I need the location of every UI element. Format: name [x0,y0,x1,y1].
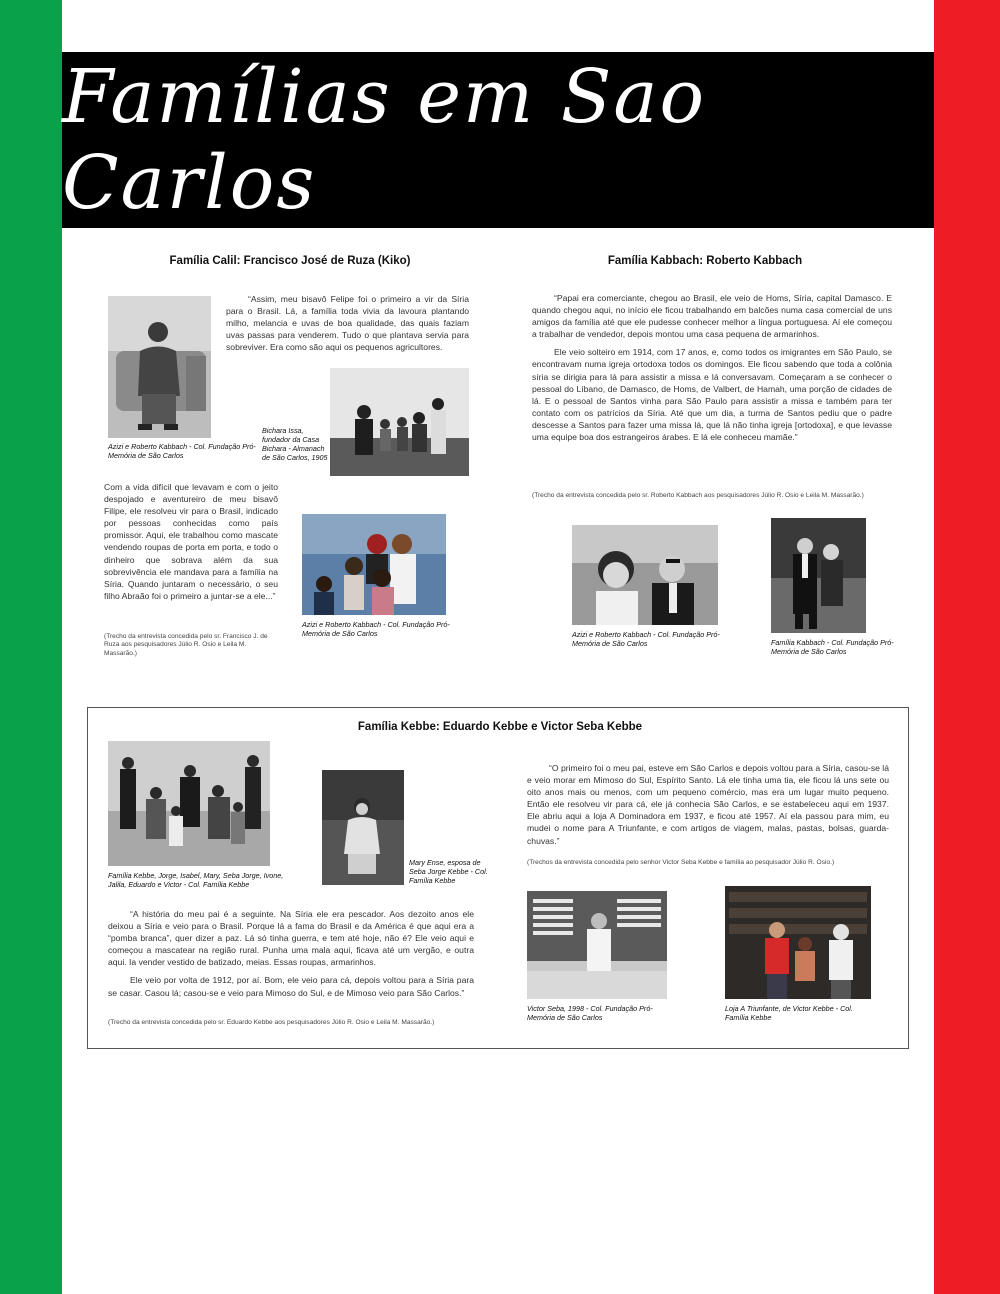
photo-seated-woman [108,296,211,438]
calil-text-1: “Assim, meu bisavô Felipe foi o primeiro a vir da Síria para o Brasil. Lá, a família toda vivia da lavoura plantando milho, melancia e uvas de boa qualidade, das quais faziam uvas passas para venderem. Tudo o que plantava servia para sobreviver. Era como são aqui os pequenos agricultores. [226,294,469,353]
kabbach-caption-1: Azizi e Roberto Kabbach - Col. Fundação Pró-Memória de São Carlos [572,630,720,648]
kebbe-left-text: “A história do meu pai é a seguinte. Na Síria ele era pescador. Aos dezoito anos ele deixou a Síria e veio para o Brasil. Porque lá a fama do Brasil e da América é que aqui era a “pomba branca”, quer dizer a paz. Lá só tinha guerra, e tem até hoje, não é? Ele veio aqui e começou a mascatear na região rural. Punha uma mala aqui, ficava até um vergão, e outra aqui. Ia vender vestido de batizado, meias. Essas roupas, armarinhos. Ele veio por volta de 1912, por aí. Bom, ele veio para cá, depois voltou para a Síria para se casar. Casou lá; casou-se e veio para Mimoso do Sul, e de Mimoso veio para São Carlos.” [108,909,474,998]
left-green-stripe [0,0,62,1294]
kebbe-right-text: “O primeiro foi o meu pai, esteve em São Carlos e depois voltou para a Síria, casou-se lá e veio morar em Mimoso do Sul, Espírito Santo. Lá ele tinha uma tia, ele ficou lá uns sete ou oito anos mais ou menos, com um pequeno comércio, mas era um lugar muito pequeno. Então ele resolveu vir para cá, ele já conhecia São Carlos, e se estabeleceu aqui em 1937. Ele abriu aqui a loja A Dominadora em 1937, e ficou até 1957. Aí ela passou para mim, eu mudei o nome para A Triunfante, e com artigos de viagem, malas, pastas, bolsas, guarda-chuvas.” [527,763,889,846]
kebbe-right-note: (Trechos da entrevista concedida pelo senhor Victor Seba Kebbe e família ao pesquisador Júlio R. Osio.) [527,859,835,866]
photo-a-triunfante [725,886,871,999]
calil-heading: Família Calil: Francisco José de Ruza (Kiko) [169,255,411,267]
page-title: Famílias em Sao Carlos [62,54,707,226]
kabbach-caption-2: Família Kabbach - Col. Fundação Pró-Memória de São Carlos [771,638,894,656]
photo-bichara-family [330,368,469,476]
photo-victor-seba [527,891,667,999]
kebbe-caption-3: Victor Seba, 1998 - Col. Fundação Pró-Memória de São Carlos [527,1004,653,1022]
kebbe-caption-1: Família Kebbe, Jorge, Isabel, Mary, Seba Jorge, Ivone, Jalila, Eduardo e Victor - Col. Família Kebbe [108,871,284,889]
photo-mary-ense [322,770,404,885]
right-red-stripe [934,0,1000,1294]
kebbe-caption-4: Loja A Triunfante, de Victor Kebbe - Col. Família Kebbe [725,1004,853,1022]
photo-color-group [302,514,446,615]
kebbe-heading: Família Kebbe: Eduardo Kebbe e Victor Seba Kebbe [357,721,643,733]
calil-caption-3: Azizi e Roberto Kabbach - Col. Fundação Pró-Memória de São Carlos [302,620,450,638]
title-banner [62,52,934,228]
calil-note: (Trecho da entrevista concedida pelo sr. Francisco J. de Ruza aos pesquisadores Júlio R. Osio e Leila M. Massarão.) [104,633,268,657]
calil-text-2: Com a vida difícil que levavam e com o jeito despojado e aventureiro de meu bisavô Filipe, ele resolveu vir para o Brasil, indicado por pessoas conhecidas como país promissor. Aqui, ele trabalhou como mascate vendendo roupas de porta em porta, e todo o dinheiro que sobrava além da sua sobrevivência ele mandava para a família na Síria. Quando juntaram o necessário, o seu filho Abraão foi o primeiro a juntar-se a ele...” [104,482,278,601]
kabbach-text: “Papai era comerciante, chegou ao Brasil, ele veio de Homs, Síria, capital Damasco. E quando chegou aqui, no início ele ficou trabalhando em balcões numa casa comercial de uns amigos da família até que ele pudesse conhecer melhor a língua portuguesa. Aí ele começou a trabalhar de vendedor, depois montou uma casa pequena de armarinhos. Ele veio solteiro em 1914, com 17 anos, e, como todos os imigrantes em São Paulo, se encontravam numa igreja ortodoxa todos os domingos. Ele ficou sabendo que toda a colônia síria se dirigia para lá para assistir a missa e lá conversavam. Começaram a se conhecer o pessoal do Líbano, de Damasco, de Homs, de Valbert, de Hamah, uma porção de cidades de lá. E o pessoal de Santos vinha para São Paulo para assistir a missa e também para ter contato com os patrícios da Síria. Até que um dia, a turma de Santos pediu que o padre descesse a Santos para fazer uma missa lá, que lá não tinha igreja [ortodoxa], e que levasse uma equipe boa dos estrangeiros árabes. E lá ele conheceu mamãe.” [532,293,892,443]
kebbe-left-note: (Trecho da entrevista concedida pelo sr. Eduardo Kebbe aos pesquisadores Júlio R. Osio e Leila M. Massarão.) [108,1019,435,1026]
calil-caption-2: Bichara Issa, fundador da Casa Bichara - Almanach de São Carlos, 1905 [262,426,328,462]
photo-azizi-roberto [572,525,718,625]
kabbach-note: (Trecho da entrevista concedida pelo sr. Roberto Kabbach aos pesquisadores Júlio R. Osio e Leila M. Massarão.) [532,492,864,499]
kebbe-caption-2: Mary Ense, esposa de Seba Jorge Kebbe - Col. Família Kebbe [409,858,488,885]
photo-kabbach-family [771,518,866,633]
kabbach-heading: Família Kabbach: Roberto Kabbach [607,255,803,267]
calil-caption-1: Azizi e Roberto Kabbach - Col. Fundação Pró-Memória de São Carlos [108,442,256,460]
photo-kebbe-family [108,741,270,866]
